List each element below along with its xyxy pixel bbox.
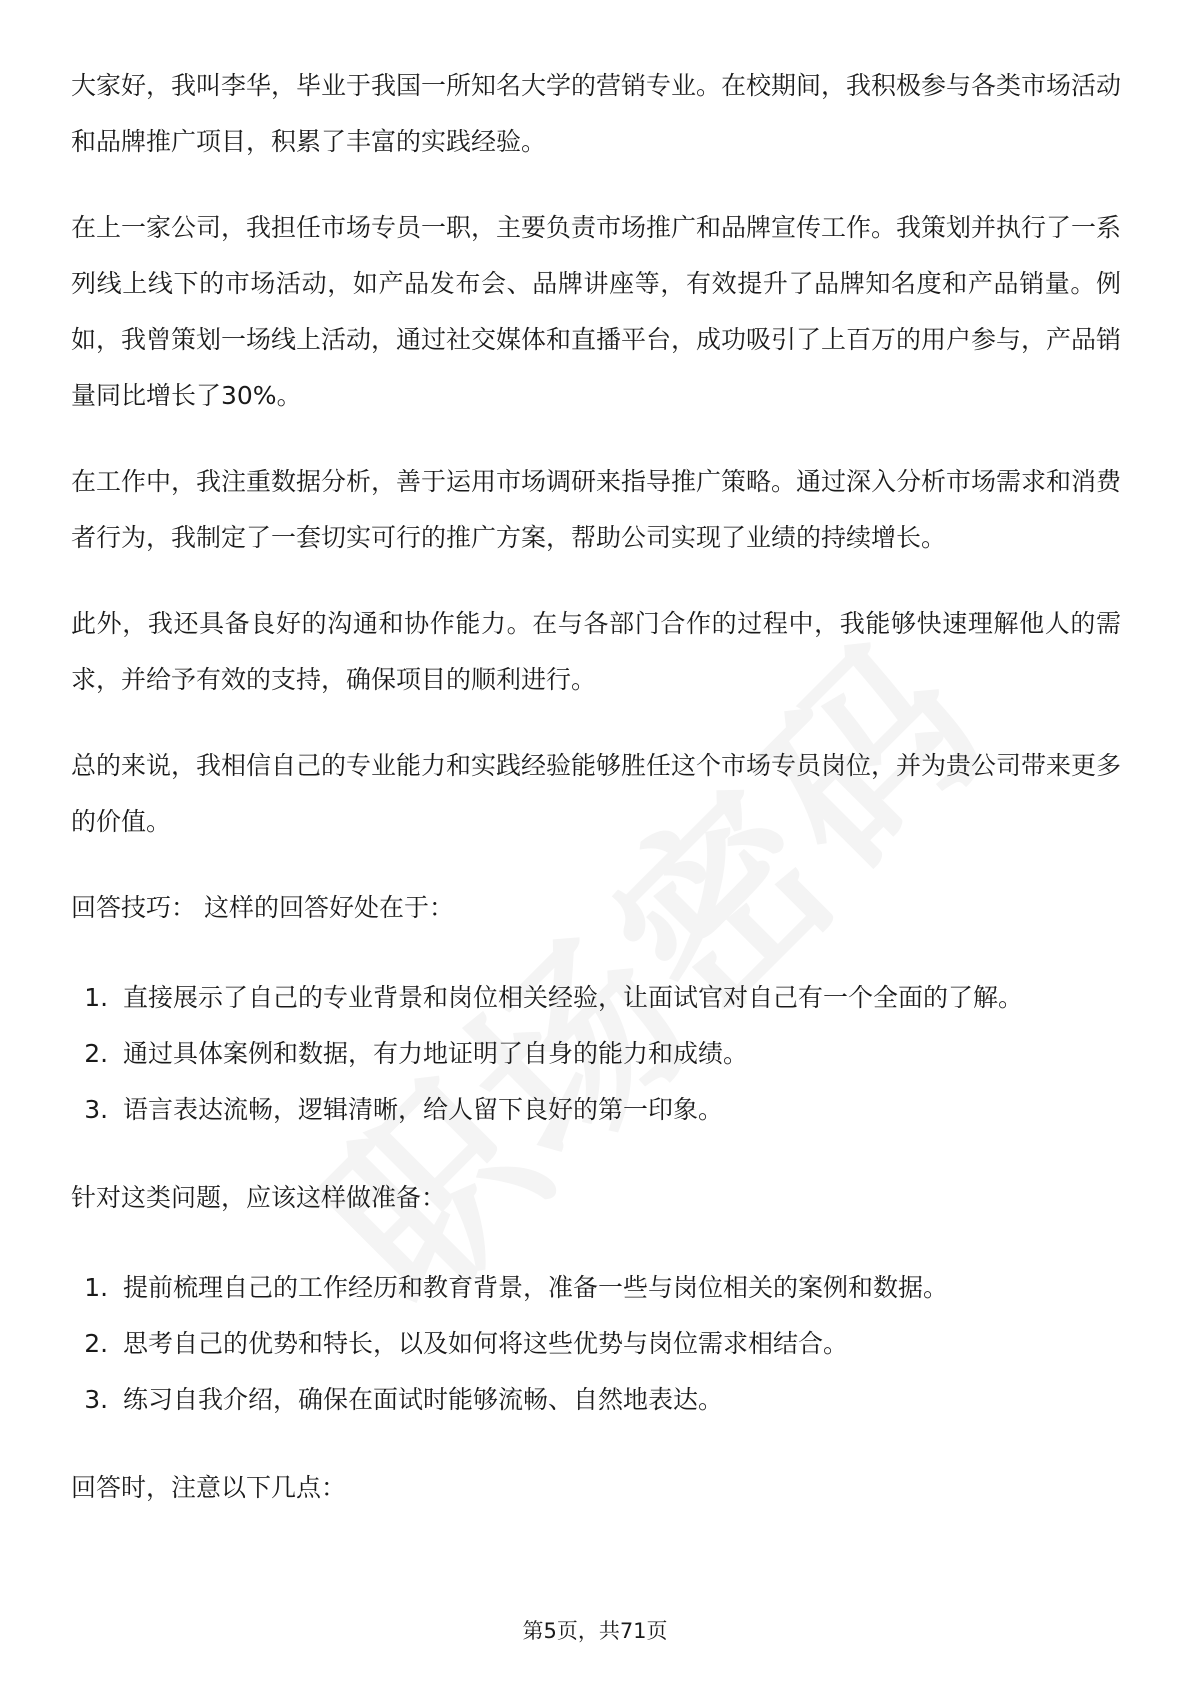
paragraph-summary: 总的来说，我相信自己的专业能力和实践经验能够胜任这个市场专员岗位，并为贵公司带来更多的价值。: [71, 751, 1122, 836]
paragraph-communication: 此外，我还具备良好的沟通和协作能力。在与各部门合作的过程中，我能够快速理解他人的需求，并给予有效的支持，确保项目的顺利进行。: [71, 609, 1121, 694]
list-item: 1. 提前梳理自己的工作经历和教育背景，准备一些与岗位相关的案例和数据。: [116, 1260, 1121, 1316]
list-item: 2. 思考自己的优势和特长，以及如何将这些优势与岗位需求相结合。: [116, 1316, 1121, 1372]
list-item: 3. 练习自我介绍，确保在面试时能够流畅、自然地表达。: [116, 1372, 1121, 1428]
list-item: 1. 直接展示了自己的专业背景和岗位相关经验，让面试官对自己有一个全面的了解。: [116, 970, 1121, 1026]
page-number: 第5页，共71页: [522, 1619, 668, 1643]
tips-list: [71, 970, 1121, 1138]
list-item: 3. 语言表达流畅，逻辑清晰，给人留下良好的第一印象。: [116, 1082, 1121, 1138]
tips-heading: 回答技巧： 这样的回答好处在于：: [71, 893, 454, 922]
prep-heading: 针对这类问题，应该这样做准备：: [71, 1183, 447, 1212]
document-body: [71, 58, 1121, 1546]
prep-list: [71, 1260, 1121, 1428]
paragraph-experience: 在上一家公司，我担任市场专员一职，主要负责市场推广和品牌宣传工作。我策划并执行了一系列线上线下的市场活动，如产品发布会、品牌讲座等，有效提升了品牌知名度和产品销量。例如，我曾策划一场线上活动，通过社交媒体和直播平台，成功吸引了上百万的用户参与，产品销量同比增长了30%。: [71, 213, 1122, 410]
notes-heading: 回答时，注意以下几点：: [71, 1473, 347, 1502]
list-item: 2. 通过具体案例和数据，有力地证明了自身的能力和成绩。: [116, 1026, 1121, 1082]
paragraph-intro: 大家好，我叫李华，毕业于我国一所知名大学的营销专业。在校期间，我积极参与各类市场活动和品牌推广项目，积累了丰富的实践经验。: [71, 71, 1122, 156]
paragraph-analysis: 在工作中，我注重数据分析，善于运用市场调研来指导推广策略。通过深入分析市场需求和消费者行为，我制定了一套切实可行的推广方案，帮助公司实现了业绩的持续增长。: [71, 467, 1122, 552]
